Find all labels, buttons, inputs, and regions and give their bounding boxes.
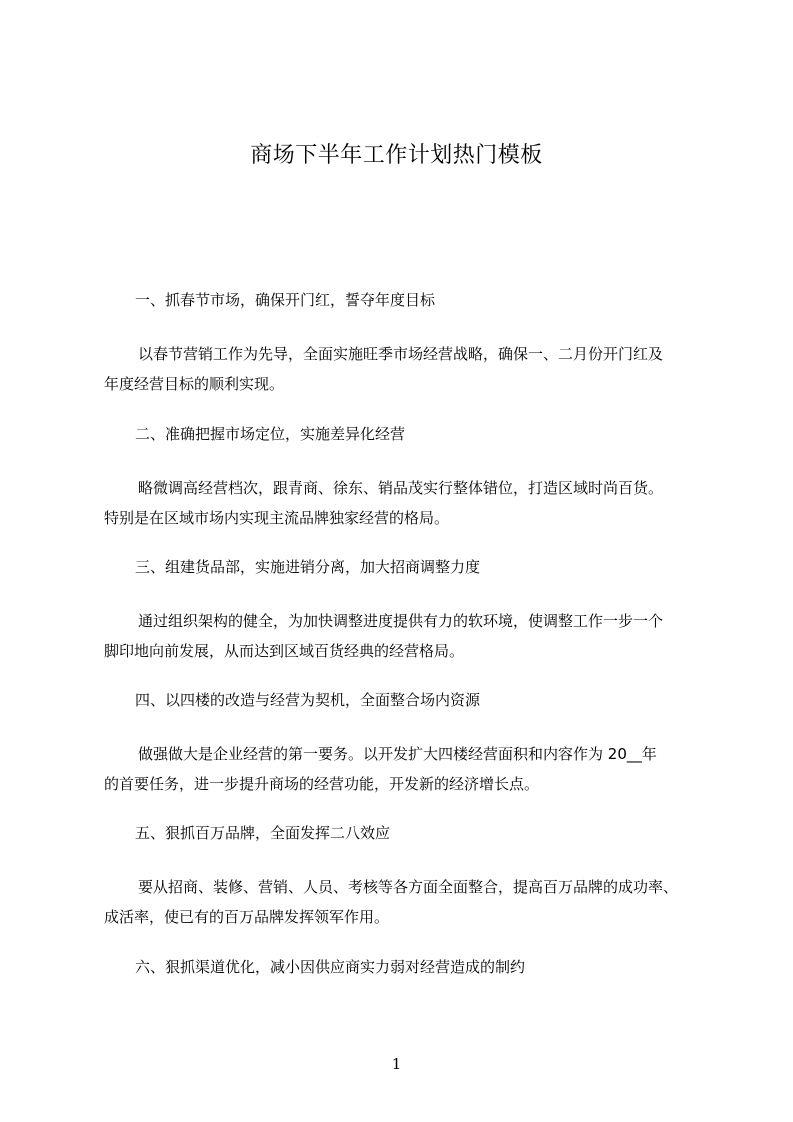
paragraph-line: 做强做大是企业经营的第一要务。以开发扩大四楼经营面积和内容作为 20__年 bbox=[138, 745, 657, 763]
section-heading-5: 五、狠抓百万品牌，全面发挥二八效应 bbox=[135, 824, 391, 842]
section-heading-6: 六、狠抓渠道优化，减小因供应商实力弱对经营造成的制约 bbox=[135, 958, 526, 976]
page-number: 1 bbox=[391, 1055, 402, 1073]
document-title: 商场下半年工作计划热门模板 bbox=[250, 143, 543, 168]
section-paragraph-4 bbox=[104, 739, 704, 799]
paragraph-line: 通过组织架构的健全，为加快调整进度提供有力的软环境，使调整工作一步一个 bbox=[138, 612, 664, 630]
paragraph-line: 以春节营销工作为先导，全面实施旺季市场经营战略，确保一、二月份开门红及 bbox=[138, 345, 664, 363]
section-heading-1: 一、抓春节市场，确保开门红，誓夺年度目标 bbox=[135, 291, 436, 309]
section-heading-3: 三、组建货品部，实施进销分离，加大招商调整力度 bbox=[135, 558, 481, 576]
paragraph-line: 年度经营目标的顺利实现。 bbox=[104, 375, 285, 393]
paragraph-line: 脚印地向前发展，从而达到区域百货经典的经营格局。 bbox=[104, 642, 465, 660]
section-paragraph-5 bbox=[104, 872, 704, 932]
section-heading-2: 二、准确把握市场定位，实施差异化经营 bbox=[135, 425, 406, 443]
section-paragraph-3 bbox=[104, 606, 704, 666]
section-paragraph-1 bbox=[104, 339, 704, 399]
paragraph-line: 成活率，使已有的百万品牌发挥领军作用。 bbox=[104, 908, 390, 926]
paragraph-line: 特别是在区域市场内实现主流品牌独家经营的格局。 bbox=[104, 509, 450, 527]
paragraph-line: 略微调高经营档次，跟青商、徐东、销品茂实行整体错位，打造区域时尚百货。 bbox=[138, 479, 664, 497]
paragraph-line: 要从招商、装修、营销、人员、考核等各方面全面整合，提高百万品牌的成功率、 bbox=[138, 878, 679, 896]
paragraph-line: 的首要任务，进一步提升商场的经营功能，开发新的经济增长点。 bbox=[104, 775, 540, 793]
section-paragraph-2 bbox=[104, 473, 704, 533]
section-heading-4: 四、以四楼的改造与经营为契机，全面整合场内资源 bbox=[135, 691, 481, 709]
